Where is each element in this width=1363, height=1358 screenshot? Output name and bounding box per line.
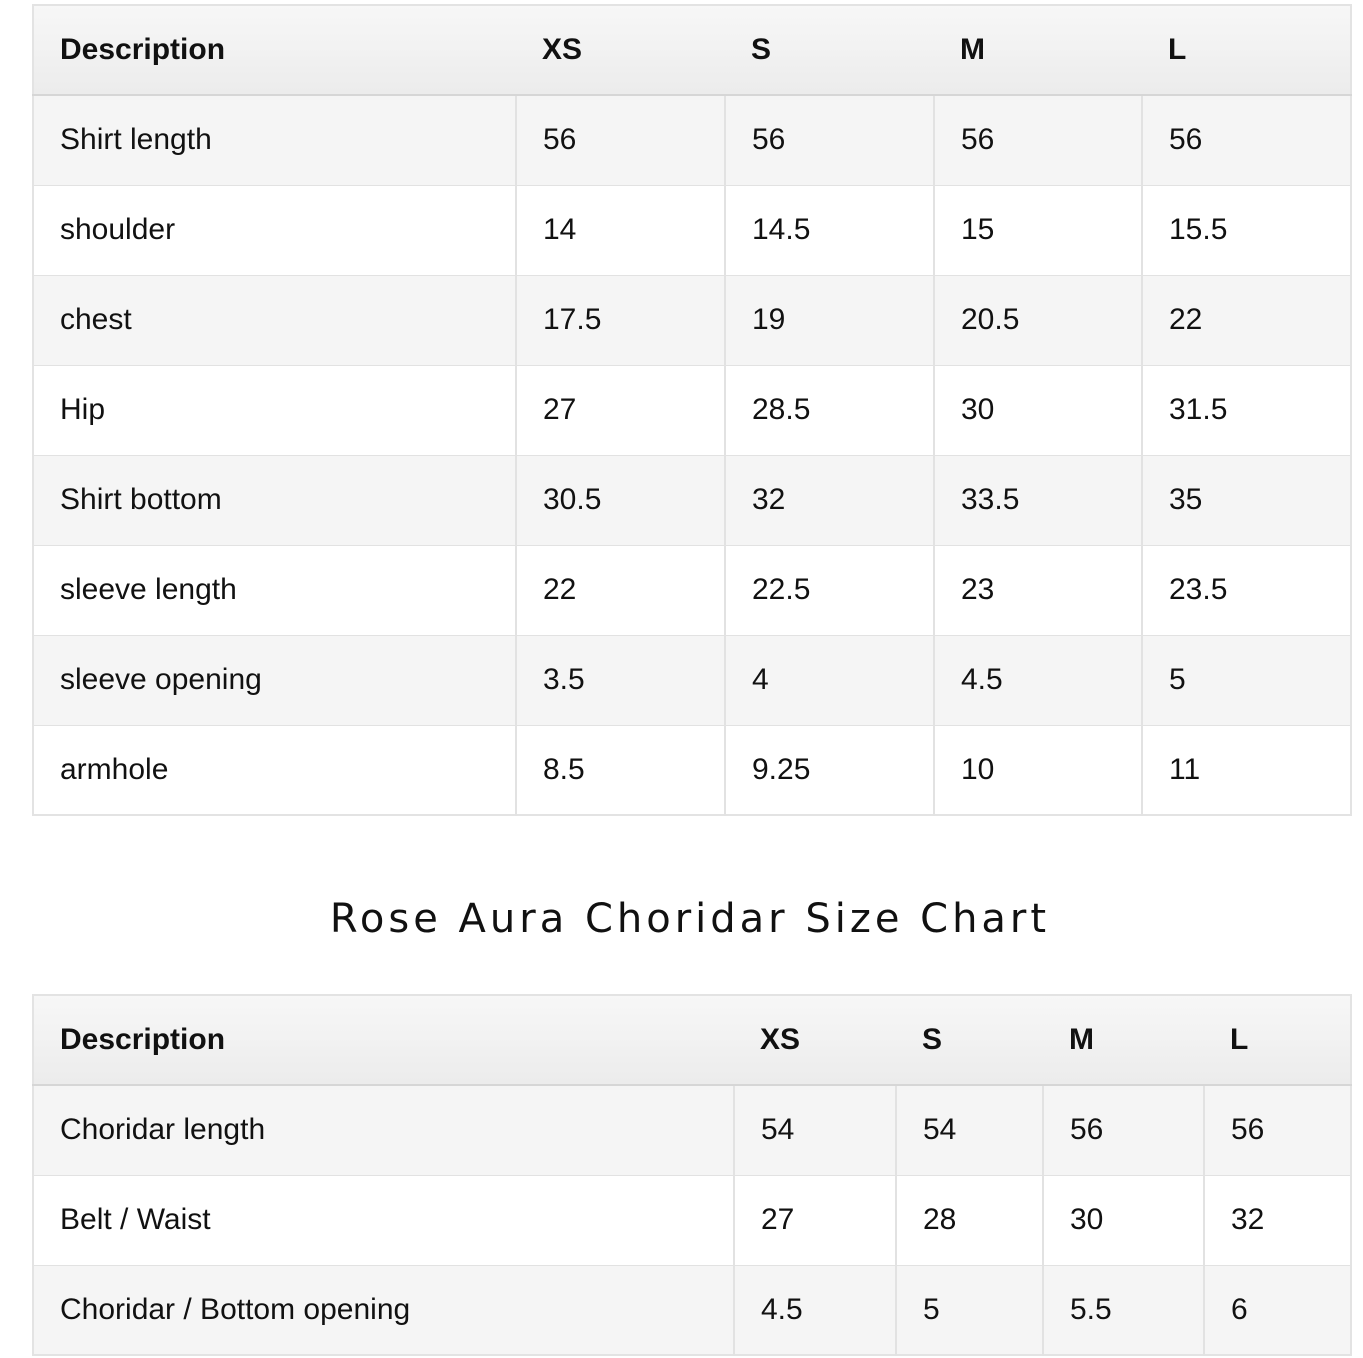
row-label: Hip — [33, 365, 516, 455]
table-cell: 28 — [896, 1175, 1043, 1265]
row-label: Choridar length — [33, 1085, 734, 1175]
table-cell: 10 — [934, 725, 1142, 815]
table-cell: 27 — [516, 365, 725, 455]
header-size-xs: XS — [516, 5, 725, 95]
table-cell: 56 — [725, 95, 934, 185]
row-label: sleeve opening — [33, 635, 516, 725]
table-header-row — [33, 995, 1351, 1085]
header-size-m: M — [934, 5, 1142, 95]
table-cell: 5.5 — [1043, 1265, 1204, 1355]
table-row — [33, 725, 1351, 815]
table-cell: 54 — [896, 1085, 1043, 1175]
table-cell: 14.5 — [725, 185, 934, 275]
table-cell: 4.5 — [934, 635, 1142, 725]
table-cell: 27 — [734, 1175, 896, 1265]
table-cell: 35 — [1142, 455, 1351, 545]
table-cell: 56 — [516, 95, 725, 185]
table-cell: 30.5 — [516, 455, 725, 545]
table-row — [33, 275, 1351, 365]
table-cell: 15 — [934, 185, 1142, 275]
row-label: Choridar / Bottom opening — [33, 1265, 734, 1355]
table-header-row — [33, 5, 1351, 95]
shirt-size-table — [32, 4, 1352, 816]
table-cell: 5 — [1142, 635, 1351, 725]
table-cell: 22 — [516, 545, 725, 635]
table-cell: 4 — [725, 635, 934, 725]
table-cell: 22 — [1142, 275, 1351, 365]
table-cell: 11 — [1142, 725, 1351, 815]
table-cell: 30 — [1043, 1175, 1204, 1265]
table-cell: 5 — [896, 1265, 1043, 1355]
table-cell: 54 — [734, 1085, 896, 1175]
table-cell: 31.5 — [1142, 365, 1351, 455]
table-cell: 17.5 — [516, 275, 725, 365]
header-description: Description — [33, 995, 734, 1085]
table-cell: 23.5 — [1142, 545, 1351, 635]
table-cell: 22.5 — [725, 545, 934, 635]
row-label: Belt / Waist — [33, 1175, 734, 1265]
choridar-size-chart-heading: Rose Aura Choridar Size Chart — [329, 896, 1051, 942]
table-cell: 4.5 — [734, 1265, 896, 1355]
table-cell: 8.5 — [516, 725, 725, 815]
table-row — [33, 95, 1351, 185]
table-cell: 56 — [1043, 1085, 1204, 1175]
table-row — [33, 1085, 1351, 1175]
table-cell: 32 — [725, 455, 934, 545]
header-size-m: M — [1043, 995, 1204, 1085]
header-size-l: L — [1142, 5, 1351, 95]
row-label: armhole — [33, 725, 516, 815]
table-row — [33, 635, 1351, 725]
table-row — [33, 455, 1351, 545]
header-size-s: S — [725, 5, 934, 95]
table-cell: 30 — [934, 365, 1142, 455]
table-cell: 6 — [1204, 1265, 1351, 1355]
header-size-l: L — [1204, 995, 1351, 1085]
table-cell: 23 — [934, 545, 1142, 635]
table-cell: 56 — [934, 95, 1142, 185]
table-row — [33, 1175, 1351, 1265]
row-label: sleeve length — [33, 545, 516, 635]
row-label: shoulder — [33, 185, 516, 275]
table-cell: 32 — [1204, 1175, 1351, 1265]
header-size-xs: XS — [734, 995, 896, 1085]
row-label: chest — [33, 275, 516, 365]
table-cell: 33.5 — [934, 455, 1142, 545]
table-cell: 15.5 — [1142, 185, 1351, 275]
table-row — [33, 365, 1351, 455]
table-cell: 56 — [1142, 95, 1351, 185]
header-description: Description — [33, 5, 516, 95]
table-cell: 19 — [725, 275, 934, 365]
header-size-s: S — [896, 995, 1043, 1085]
table-cell: 14 — [516, 185, 725, 275]
choridar-size-table — [32, 994, 1352, 1356]
table-row — [33, 185, 1351, 275]
row-label: Shirt length — [33, 95, 516, 185]
table-cell: 3.5 — [516, 635, 725, 725]
row-label: Shirt bottom — [33, 455, 516, 545]
table-cell: 56 — [1204, 1085, 1351, 1175]
table-cell: 28.5 — [725, 365, 934, 455]
table-cell: 20.5 — [934, 275, 1142, 365]
table-row — [33, 1265, 1351, 1355]
table-cell: 9.25 — [725, 725, 934, 815]
table-row — [33, 545, 1351, 635]
